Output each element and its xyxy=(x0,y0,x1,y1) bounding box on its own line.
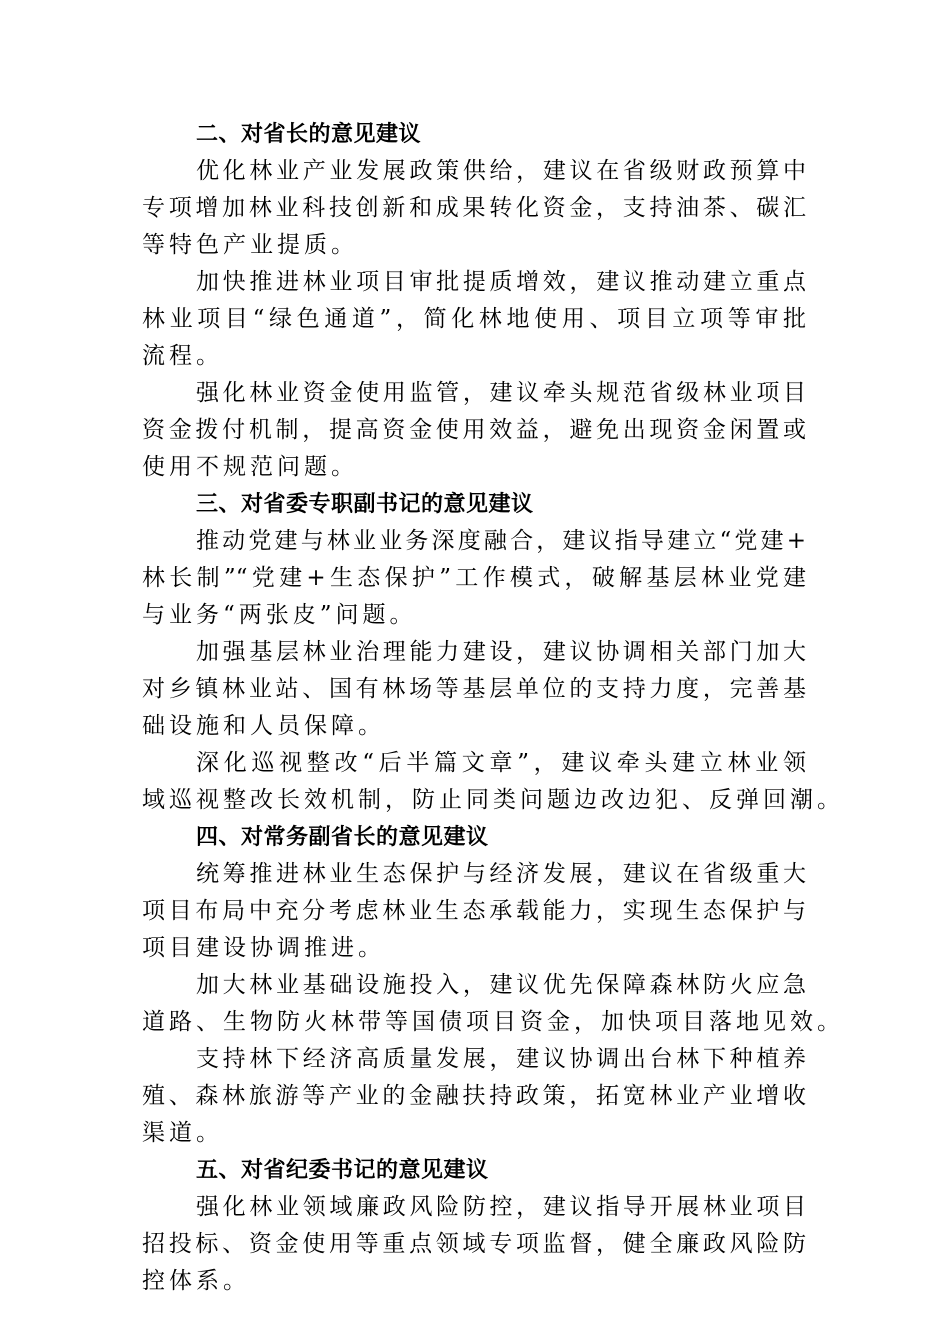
paragraph-line: 加快推进林业项目审批提质增效，建议推动建立重点 xyxy=(196,269,806,295)
paragraph xyxy=(142,745,844,819)
paragraph-line: 加大林业基础设施投入，建议优先保障森林防火应急 xyxy=(196,972,806,998)
section-heading: 四、对常务副省长的意见建议 xyxy=(196,825,489,850)
paragraph-line: 加强基层林业治理能力建设，建议协调相关部门加大 xyxy=(196,639,806,665)
paragraph-line: 强化林业资金使用监管，建议牵头规范省级林业项目 xyxy=(196,380,806,406)
paragraph-line: 深化巡视整改“后半篇文章”，建议牵头建立林业领 xyxy=(196,750,806,776)
document-body xyxy=(142,116,844,1300)
paragraph-line: 林业项目“绿色通道”，简化林地使用、项目立项等审批 xyxy=(142,306,806,332)
section-heading: 五、对省纪委书记的意见建议 xyxy=(196,1158,489,1183)
paragraph xyxy=(142,634,806,745)
paragraph xyxy=(142,375,806,486)
paragraph-line: 础设施和人员保障。 xyxy=(142,713,385,739)
paragraph-line: 招投标、资金使用等重点领域专项监督，健全廉政风险防 xyxy=(142,1231,806,1257)
paragraph-line: 项目布局中充分考虑林业生态承载能力，实现生态保护与 xyxy=(142,898,806,924)
paragraph xyxy=(142,153,806,264)
paragraph-line: 资金拨付机制，提高资金使用效益，避免出现资金闲置或 xyxy=(142,417,806,443)
paragraph-line: 使用不规范问题。 xyxy=(142,454,358,480)
paragraph-line: 项目建设协调推进。 xyxy=(142,935,385,961)
paragraph-line: 统筹推进林业生态保护与经济发展，建议在省级重大 xyxy=(196,861,806,887)
paragraph xyxy=(142,856,806,967)
paragraph-line: 渠道。 xyxy=(142,1120,223,1146)
paragraph xyxy=(142,523,806,634)
paragraph-line: 支持林下经济高质量发展，建议协调出台林下种植养 xyxy=(196,1046,806,1072)
section-heading: 三、对省委专职副书记的意见建议 xyxy=(196,492,534,517)
paragraph xyxy=(142,1189,806,1300)
paragraph-line: 专项增加林业科技创新和成果转化资金，支持油茶、碳汇 xyxy=(142,195,806,221)
paragraph-line: 推动党建与林业业务深度融合，建议指导建立“党建+ xyxy=(196,528,806,554)
paragraph-line: 殖、森林旅游等产业的金融扶持政策，拓宽林业产业增收 xyxy=(142,1083,806,1109)
paragraph-line: 优化林业产业发展政策供给，建议在省级财政预算中 xyxy=(196,158,806,184)
paragraph xyxy=(142,967,844,1041)
paragraph-line: 等特色产业提质。 xyxy=(142,232,358,258)
paragraph-line: 林长制”“党建+生态保护”工作模式，破解基层林业党建 xyxy=(142,565,806,591)
paragraph-line: 与业务“两张皮”问题。 xyxy=(142,602,417,628)
paragraph-line: 对乡镇林业站、国有林场等基层单位的支持力度，完善基 xyxy=(142,676,806,702)
paragraph-line: 道路、生物防火林带等国债项目资金，加快项目落地见效。 xyxy=(142,1009,844,1035)
paragraph-line: 域巡视整改长效机制，防止同类问题边改边犯、反弹回潮。 xyxy=(142,787,844,813)
paragraph-line: 流程。 xyxy=(142,343,223,369)
paragraph-line: 强化林业领域廉政风险防控，建议指导开展林业项目 xyxy=(196,1194,806,1220)
paragraph xyxy=(142,264,806,375)
section-heading: 二、对省长的意见建议 xyxy=(196,122,422,147)
paragraph-line: 控体系。 xyxy=(142,1268,250,1294)
paragraph xyxy=(142,1041,806,1152)
